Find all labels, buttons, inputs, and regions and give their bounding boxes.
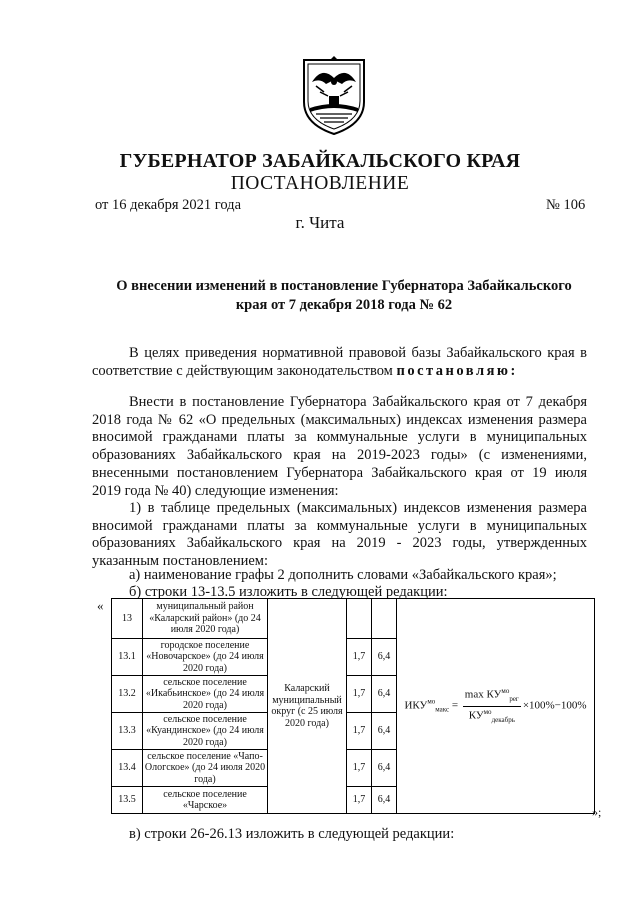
row-number: 13.5 bbox=[112, 787, 143, 814]
formula-fraction bbox=[463, 686, 521, 726]
row-value-1: 1,7 bbox=[347, 787, 372, 814]
row-name: сельское поселение «Чарское» bbox=[143, 787, 268, 814]
indices-table bbox=[111, 598, 595, 814]
paragraph-1: Внести в постановление Губернатора Забайкальского края от 7 декабря 2018 года № 62 «О предельных (максимальных) индексах изменения размера вносимой гражданами платы за коммунальные услуги в муниципальных образованиях Забайкальского края на 2019-2023 годы» (с изменениями, внесенными постановлением Губернатора Забайкальского края от 19 июля 2019 года № 40) следующие изменения: bbox=[92, 394, 587, 499]
document-number: № 106 bbox=[546, 197, 586, 213]
row-value-1: 1,7 bbox=[347, 750, 372, 787]
row-number: 13.3 bbox=[112, 713, 143, 750]
formula-cell bbox=[397, 599, 595, 814]
row-value-1: 1,7 bbox=[347, 713, 372, 750]
district-cell: Каларский муниципальный округ (с 25 июля 2020 года) bbox=[268, 599, 347, 814]
city: г. Чита bbox=[295, 213, 345, 232]
formula-num-sub: рег bbox=[509, 695, 519, 703]
paragraph-5: в) строки 26-26.13 изложить в следующей редакции: bbox=[129, 826, 455, 842]
row-value-2 bbox=[372, 599, 397, 639]
row-number: 13.1 bbox=[112, 639, 143, 676]
intro-keyword: постановляю: bbox=[396, 362, 518, 379]
paragraph-3: а) наименование графы 2 дополнить словами «Забайкальского края»; bbox=[129, 567, 557, 583]
row-value-2: 6,4 bbox=[372, 787, 397, 814]
row-value-2: 6,4 bbox=[372, 750, 397, 787]
coat-of-arms-icon bbox=[298, 52, 370, 136]
document-type: ПОСТАНОВЛЕНИЕ bbox=[230, 173, 410, 194]
governor-title: ГУБЕРНАТОР ЗАБАЙКАЛЬСКОГО КРАЯ bbox=[119, 150, 521, 172]
row-name: городское поселение «Новочарское» (до 24 июля 2020 года) bbox=[143, 639, 268, 676]
row-value-1 bbox=[347, 599, 372, 639]
document-date: от 16 декабря 2021 года bbox=[95, 197, 241, 213]
quote-close: »; bbox=[592, 805, 602, 819]
row-value-2: 6,4 bbox=[372, 676, 397, 713]
row-value-1: 1,7 bbox=[347, 676, 372, 713]
formula-lhs-sub: макс bbox=[435, 705, 450, 714]
row-name: муниципальный район «Каларский район» (до 24 июля 2020 года) bbox=[143, 599, 268, 639]
paragraph-2: 1) в таблице предельных (максимальных) индексов изменения размера вносимой гражданами платы за коммунальные услуги в муниципальных образованиях Забайкальского края на 2019 - 2023 годы, утвержденных указанным постановлением: bbox=[92, 500, 587, 570]
formula-den-sup: мо bbox=[483, 707, 492, 716]
formula-lhs-sup: мо bbox=[427, 697, 436, 706]
formula-tail: ×100%−100% bbox=[522, 699, 587, 712]
row-number: 13.4 bbox=[112, 750, 143, 787]
formula: $ИКУ^{мо}_{макс}$ = $\frac{\max КУ^{мо}_{рег}}{КУ^{мо}_{декабрь}}$ ×100%−100% bbox=[397, 686, 594, 726]
formula-num-sup: мо bbox=[501, 687, 510, 696]
row-number: 13.2 bbox=[112, 676, 143, 713]
row-value-1: 1,7 bbox=[347, 639, 372, 676]
intro-text: В целях приведения нормативной правовой базы Забайкальского края в соответствие с действующим законодательством bbox=[92, 345, 587, 379]
document-subject: О внесении изменений в постановление Губернатора Забайкальского края от 7 декабря 2018 года № 62 bbox=[116, 278, 572, 313]
row-number: 13 bbox=[112, 599, 143, 639]
table-row bbox=[112, 599, 595, 639]
quote-open: « bbox=[97, 598, 104, 613]
row-value-2: 6,4 bbox=[372, 639, 397, 676]
row-name: сельское поселение «Чапо-Ологское» (до 24 июля 2020 года) bbox=[143, 750, 268, 787]
row-name: сельское поселение «Икабьинское» (до 24 июля 2020 года) bbox=[143, 676, 268, 713]
paragraph-4: б) строки 13-13.5 изложить в следующей редакции: bbox=[129, 584, 448, 600]
formula-denominator: КУ bbox=[468, 709, 484, 722]
row-name: сельское поселение «Куандинское» (до 24 июля 2020 года) bbox=[143, 713, 268, 750]
formula-lhs: ИКУ bbox=[404, 699, 428, 712]
row-value-2: 6,4 bbox=[372, 713, 397, 750]
formula-den-sub: декабрь bbox=[491, 715, 515, 724]
formula-numerator: max КУ bbox=[464, 688, 502, 701]
intro-paragraph bbox=[92, 345, 587, 380]
